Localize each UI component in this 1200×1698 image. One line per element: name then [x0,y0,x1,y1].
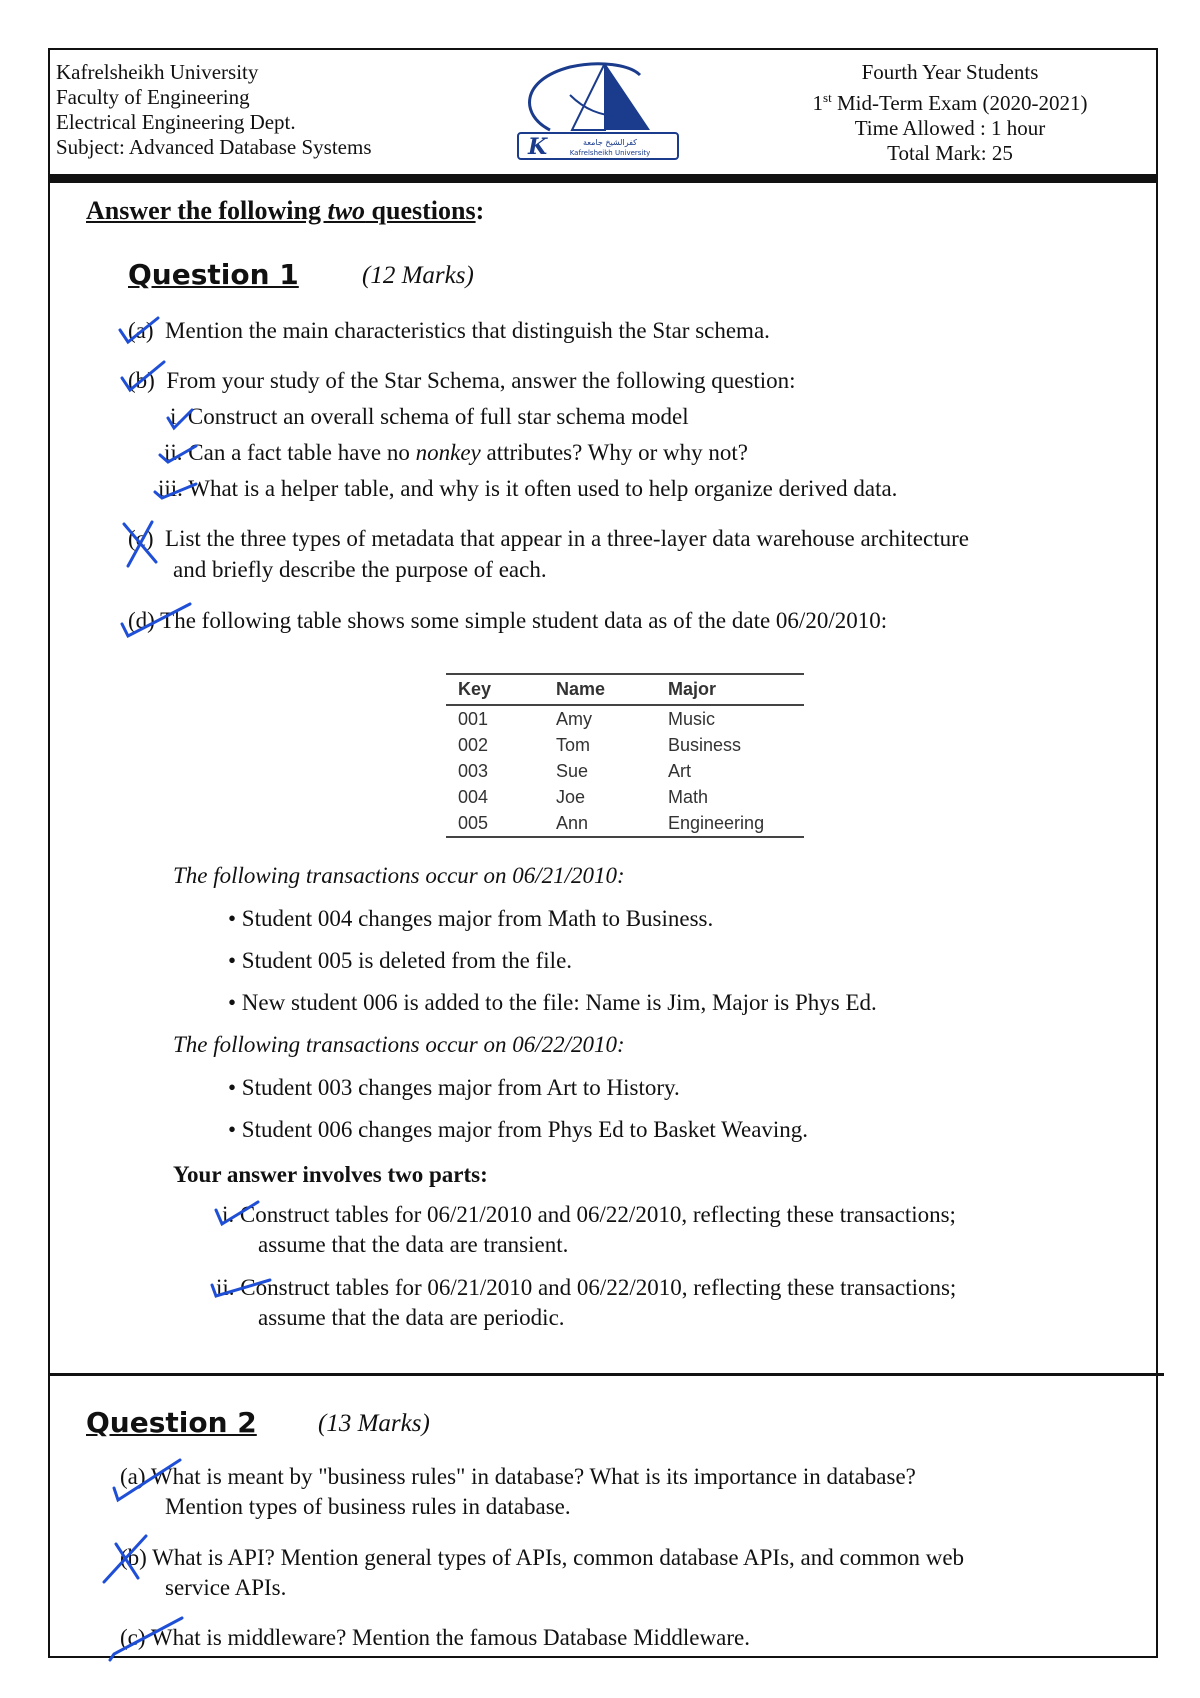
table-cell: Joe [556,786,586,807]
q2-a-cont: Mention types of business rules in database. [165,1494,571,1519]
check-mark-icon [120,318,158,342]
transactions-2-title: The following transactions occur on 06/22/2010: [173,1032,625,1057]
exam-name: 1st Mid-Term Exam (2020-2021) [812,90,1088,115]
col-key: Key [446,674,544,705]
part-ii-cont: assume that the data are periodic. [258,1305,565,1330]
check-mark-icon [216,1202,258,1224]
table-cell: Sue [556,760,589,781]
q1-b-i: i. Construct an overall schema of full star schema model [170,404,689,429]
check-mark-icon [160,446,196,462]
table-cell: Business [668,734,742,755]
time-allowed: Time Allowed : 1 hour [854,116,1046,140]
subject-name: Subject: Advanced Database Systems [56,135,372,159]
table-cell: 004 [458,786,489,807]
part-i-cont: assume that the data are transient. [258,1232,569,1257]
q2-c: (c) What is middleware? Mention the famous Database Middleware. [120,1625,750,1650]
instruction: Answer the following two questions: [86,196,485,225]
q1-b-iii: iii. What is a helper table, and why is it often used to help organize derived data. [158,476,898,501]
table-cell: Engineering [656,810,804,837]
transaction-item: • Student 006 changes major from Phys Ed to Basket Weaving. [228,1117,809,1142]
check-mark-icon [114,1460,180,1500]
q1-d: (d) The following table shows some simple student data as of the date 06/20/2010: [128,608,888,633]
transaction-item: • Student 005 is deleted from the file. [228,948,573,973]
table-cell: 001 [458,708,489,729]
q1-c: (c) List the three types of metadata that appear in a three-layer data warehouse architecture [128,526,969,551]
total-mark: Total Mark: 25 [887,141,1013,165]
transaction-item: • Student 003 changes major from Art to History. [228,1075,680,1100]
part-ii: ii. Construct tables for 06/21/2010 and 06/22/2010, reflecting these transactions; [216,1275,957,1300]
svg-text:K: K [528,134,548,160]
cross-mark-icon [124,522,156,566]
question-1-marks: (12 Marks) [362,262,474,289]
table-cell: Tom [556,734,591,755]
table-cell: Music [668,708,716,729]
q2-b: (b) What is API? Mention general types of APIs, common database APIs, and common web [120,1545,965,1570]
table-cell: Amy [556,708,592,729]
svg-text:Kafrelsheikh University: Kafrelsheikh University [569,149,651,157]
q1-a: (a) Mention the main characteristics that distinguish the Star schema. [128,318,770,343]
table-cell: 002 [458,734,489,755]
table-cell: Math [668,786,709,807]
question-2-title: Question 2 [86,1406,257,1439]
answer-parts-title: Your answer involves two parts: [173,1162,488,1187]
transaction-item: • Student 004 changes major from Math to Business. [228,906,714,931]
check-mark-icon [212,1280,270,1296]
cross-mark-icon [104,1536,146,1582]
q1-c-cont: and briefly describe the purpose of each. [173,557,547,582]
check-mark-icon [122,604,190,636]
faculty-name: Faculty of Engineering [56,85,250,109]
svg-text:كفرالشيخ جامعة: كفرالشيخ جامعة [582,138,638,147]
check-mark-icon [168,410,192,428]
part-i: i. Construct tables for 06/21/2010 and 06/22/2010, reflecting these transactions; [222,1202,956,1227]
question-1-title: Question 1 [128,258,299,291]
table-cell: 003 [458,760,489,781]
university-name: Kafrelsheikh University [56,60,259,84]
table-cell: Art [668,760,692,781]
check-mark-icon [122,362,164,390]
student-year: Fourth Year Students [861,60,1039,84]
q1-b: (b) From your study of the Star Schema, answer the following question: [128,368,796,393]
table-cell: 005 [446,810,544,837]
col-name: Name [544,674,656,705]
check-mark-icon [155,484,196,498]
table-cell: Ann [544,810,656,837]
check-mark-icon [110,1618,182,1660]
q1-b-ii: ii. Can a fact table have no nonkey attributes? Why or why not? [164,440,748,465]
transactions-1-title: The following transactions occur on 06/21/2010: [173,863,625,888]
department-name: Electrical Engineering Dept. [56,110,296,134]
question-2-marks: (13 Marks) [318,1410,430,1437]
transaction-item: • New student 006 is added to the file: Name is Jim, Major is Phys Ed. [228,990,877,1015]
col-major: Major [656,674,804,705]
q2-b-cont: service APIs. [165,1575,287,1600]
q2-a: (a) What is meant by "business rules" in database? What is its importance in database? [120,1464,916,1489]
